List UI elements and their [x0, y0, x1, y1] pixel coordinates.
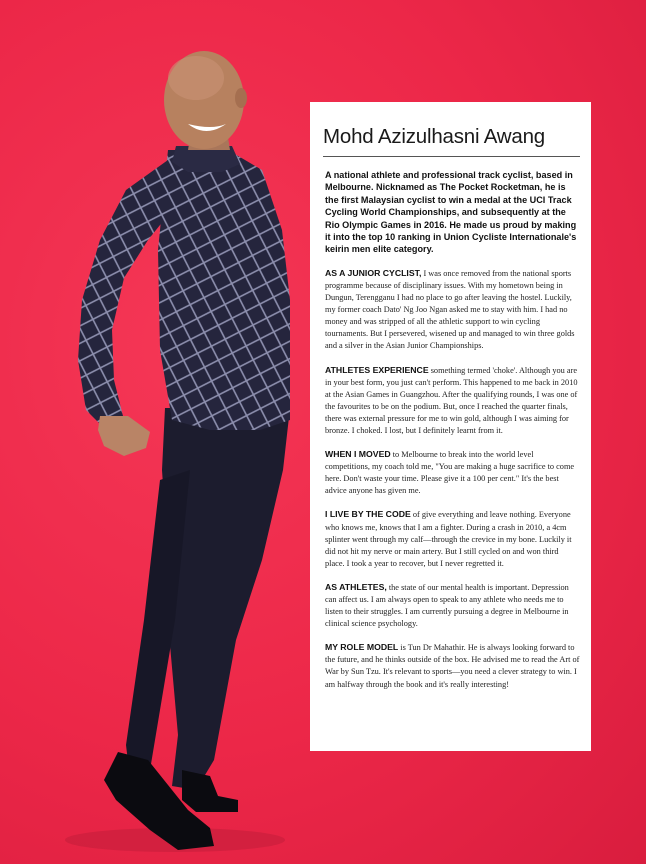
section-role-model	[325, 641, 580, 690]
section-lead: I LIVE BY THE CODE	[325, 509, 411, 520]
section-lead: MY ROLE MODEL	[325, 642, 399, 653]
section-text: the state of our mental health is important. Depression can affect us. I am always open to speak to any athlete who needs me to listen to their struggles. I am currently pursuing a degree in Melbourne in clinical science psychology.	[325, 582, 569, 629]
section-when-i-moved	[325, 448, 580, 497]
section-text: of give everything and leave nothing. Everyone who knows me, knows that I am a fighter. During a crash in 2010, a 4cm splinter went through my calf—through the crevice in my bone. Luckily it did not hit my nerve or main artery. But I still cycled on and won third place. I took a year to recover, but I never regretted it.	[325, 510, 572, 568]
section-text: something termed 'choke'. Although you are in your best form, you just can't perform. This happened to me back in 2010 at the Asian Games in Guangzhou. After the qualifying rounds, I was one of the favourites to be on the podium. But, once I reached the quarter finals, there was external pressure for me to win gold, although I was aiming for bronze. I choked. I lost, but I definitely learnt from it.	[325, 365, 578, 435]
section-text: is Tun Dr Mahathir. He is always looking forward to the future, and he thinks outside of the box. He advised me to read the Art of War by Sun Tzu. It's relevant to sports—you need a clever strategy to win. I am halfway through the book and it's really interesting!	[325, 643, 580, 689]
article-panel	[310, 102, 591, 751]
section-as-athletes	[325, 581, 580, 630]
section-lead: AS ATHLETES,	[325, 581, 387, 592]
section-lead: ATHLETES EXPERIENCE	[325, 364, 429, 375]
section-athletes-experience	[325, 364, 580, 438]
article-intro: A national athlete and professional track cyclist, based in Melbourne. Nicknamed as The Pocket Rocketman, he is the first Malaysian cyclist to win a medal at the UCI Track Cycling World Championships, and subsequently at the Rio Olympic Games in 2016. He made us proud by making it into the top 10 ranking in Union Cycliste Internationale's keirin men elite category.	[325, 170, 577, 255]
section-lead: AS A JUNIOR CYCLIST,	[325, 267, 422, 278]
article-title: Mohd Azizulhasni Awang	[323, 125, 546, 148]
section-junior-cyclist	[325, 267, 580, 353]
section-lead: WHEN I MOVED	[325, 449, 391, 460]
section-code	[325, 508, 580, 569]
section-text: to Melbourne to break into the world level competitions, my coach told me, "You are making a huge sacrifice to come here. Don't waste your time. Please give it a 100 per cent." It's the best advice anyone has given me.	[325, 450, 575, 496]
title-divider	[323, 156, 580, 157]
section-text: I was once removed from the national sports programme because of disciplinary issues. With my hometown being in Dungun, Terengganu I had no place to go after leaving the hostel. Luckily, my former coach Dato' Ng Joo Ngan asked me to stay with him. I had no money and was stripped of all the athletic support to win cycling tournaments. But I persevered, wisened up and managed to win three golds and a silver in the Asian Junior Championships.	[325, 268, 575, 351]
